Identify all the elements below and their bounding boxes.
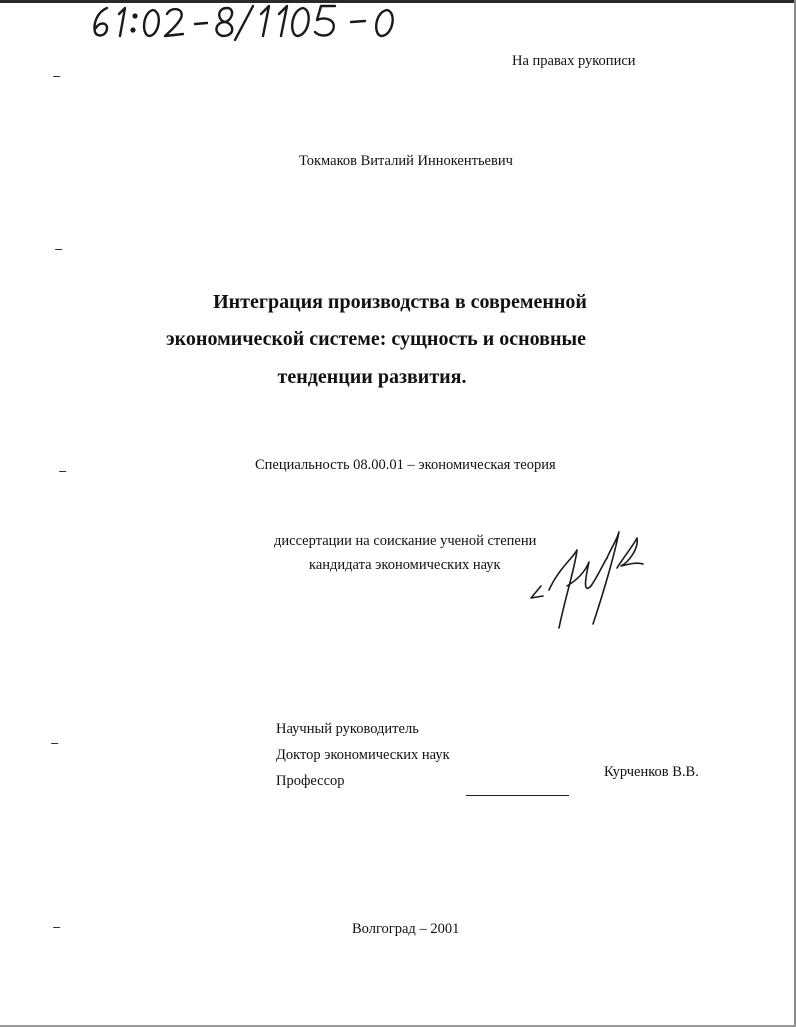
dissertation-title-line-1: Интеграция производства в современной (213, 291, 587, 313)
scan-mark (51, 740, 60, 744)
degree-line-1: диссертации на соискание ученой степени (274, 533, 537, 549)
dissertation-title-line-3: тенденции развития. (277, 366, 467, 388)
archive-stamp-handwriting (85, 0, 425, 44)
manuscript-rights-label: На правах рукописи (512, 53, 636, 69)
supervisor-name: Курченков В.В. (604, 764, 699, 780)
supervisor-title: Профессор (276, 773, 345, 789)
degree-line-2: кандидата экономических наук (309, 557, 501, 573)
supervisor-role: Научный руководитель (276, 721, 419, 737)
scan-mark (53, 73, 62, 77)
dissertation-title-line-2: экономической системе: сущность и основные (166, 328, 586, 350)
scan-mark (53, 924, 62, 928)
signature-line (466, 795, 569, 796)
supervisor-degree: Доктор экономических наук (276, 747, 450, 763)
specialty-line: Специальность 08.00.01 – экономическая теория (255, 457, 556, 473)
city-year: Волгоград – 2001 (352, 921, 460, 937)
scan-mark (55, 246, 64, 250)
scan-mark (59, 468, 68, 472)
author-name: Токмаков Виталий Иннокентьевич (299, 153, 513, 169)
signature-graphic (525, 528, 650, 638)
